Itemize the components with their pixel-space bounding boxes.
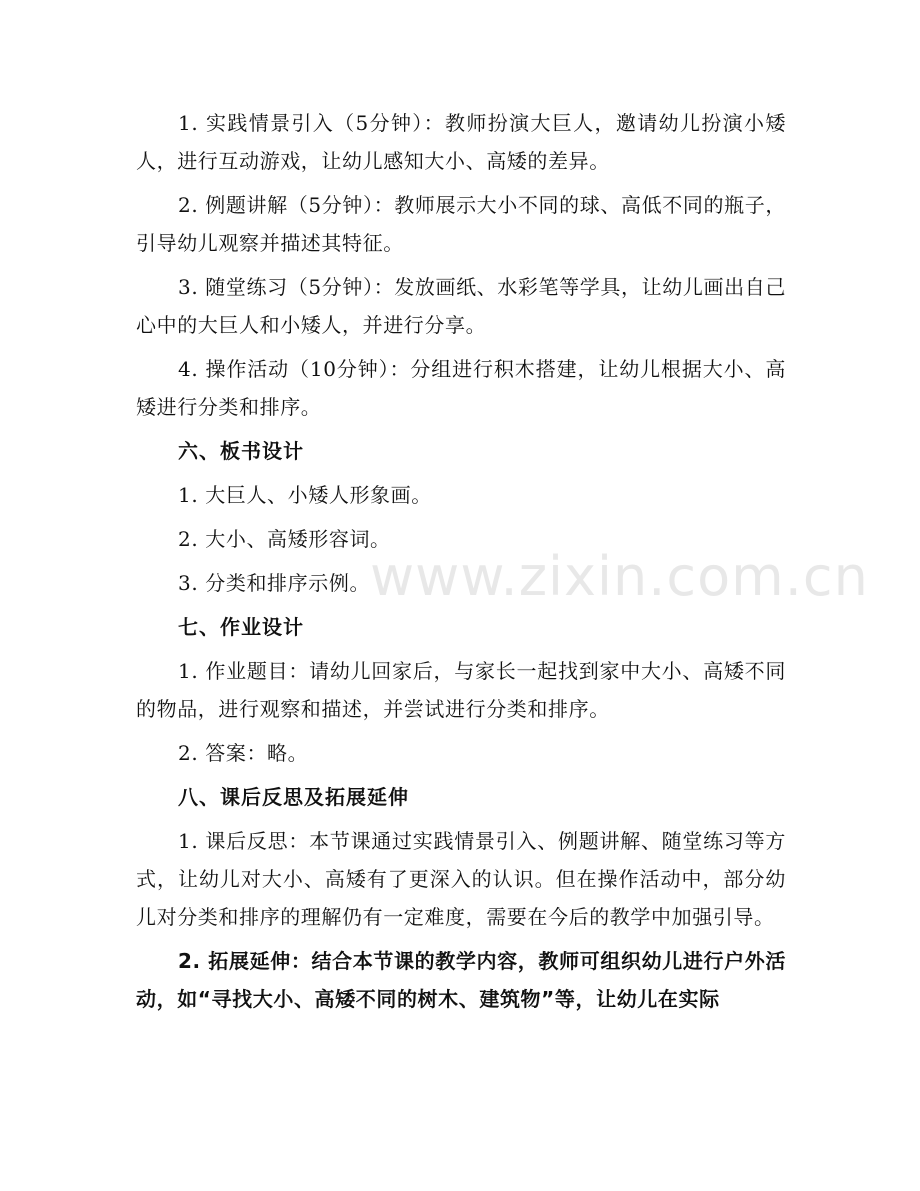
paragraph-homework-answer: 2. 答案：略。 [178,741,309,765]
paragraph-classroom-practice: 3. 随堂练习（5分钟）：发放画纸、水彩笔等学具，让幼儿画出自己心中的大巨人和小矮人，并进行分享。 [136,275,786,337]
section-heading-reflection-extension: 八、课后反思及拓展延伸 [178,785,409,809]
paragraph-example-explanation: 2. 例题讲解（5分钟）：教师展示大小不同的球、高低不同的瓶子，引导幼儿观察并描述其特征。 [136,193,786,255]
paragraph-board-item-3: 3. 分类和排序示例。 [178,571,371,595]
section-heading-board-design: 六、板书设计 [178,439,304,463]
paragraph-reflection: 1. 课后反思：本节课通过实践情景引入、例题讲解、随堂练习等方式，让幼儿对大小、高矮有了更深入的认识。但在操作活动中，部分幼儿对分类和排序的理解仍有一定难度，需要在今后的教学中加强引导。 [136,829,786,929]
paragraph-board-item-2: 2. 大小、高矮形容词。 [178,527,391,551]
paragraph-board-item-1: 1. 大巨人、小矮人形象画。 [178,483,432,507]
section-heading-homework-design: 七、作业设计 [178,615,304,639]
document-body [136,104,786,1024]
paragraph-extension: 2. 拓展延伸：结合本节课的教学内容，教师可组织幼儿进行户外活动，如“寻找大小、高矮不同的树木、建筑物”等，让幼儿在实际 [136,949,786,1011]
paragraph-operation-activity: 4. 操作活动（10分钟）：分组进行积木搭建，让幼儿根据大小、高矮进行分类和排序。 [136,357,786,419]
paragraph-homework-topic: 1. 作业题目：请幼儿回家后，与家长一起找到家中大小、高矮不同的物品，进行观察和描述，并尝试进行分类和排序。 [136,659,786,721]
paragraph-intro-activity: 1. 实践情景引入（5分钟）：教师扮演大巨人，邀请幼儿扮演小矮人，进行互动游戏，让幼儿感知大小、高矮的差异。 [136,111,786,173]
watermark-text: www.zixin.com.cn [370,545,869,608]
